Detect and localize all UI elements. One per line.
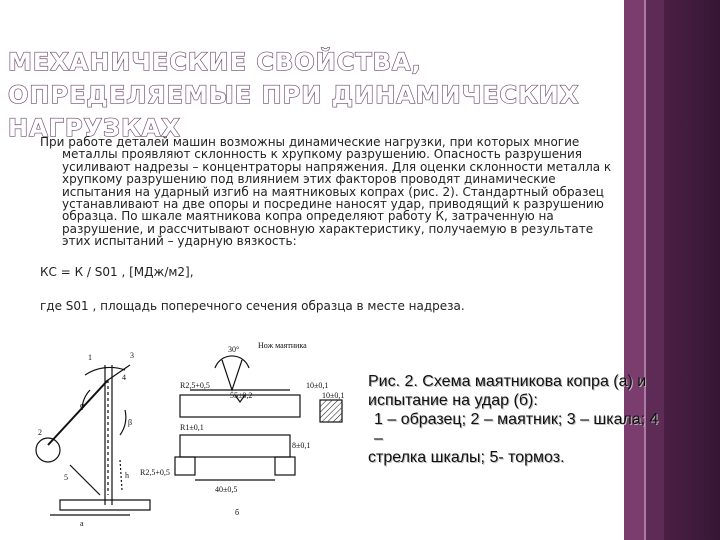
label-r25: R2,5+0,5 (180, 381, 210, 390)
label-n5: 5 (64, 473, 68, 482)
figure-caption (368, 372, 668, 467)
label-angle: 30° (228, 345, 240, 354)
body-paragraph (40, 136, 625, 248)
label-n3: 3 (130, 351, 134, 360)
label-n4: 4 (122, 373, 126, 382)
label-10b: 10±0,1 (322, 391, 345, 400)
knife-wedge (222, 360, 242, 390)
knife-angle-arc (215, 356, 249, 368)
beta-arc (120, 410, 126, 435)
label-h: h (125, 471, 129, 480)
label-knife: Нож маятника (258, 341, 307, 350)
caption-line-3: 1 – образец; 2 – маятник; 3 – шкала; 4 – (374, 411, 659, 447)
label-beta: β (128, 418, 133, 427)
caption-line-4: стрелка шкалы; 5- тормоз. (368, 449, 565, 466)
caption-line-1: Рис. 2. Схема маятникова копра (а) и (368, 373, 647, 390)
caption-line-2: испытание на удар (б): (368, 392, 538, 409)
right-support (275, 457, 295, 475)
label-8: 8±0,1 (292, 441, 311, 450)
slide-title: МЕХАНИЧЕСКИЕ СВОЙСТВА, ОПРЕДЕЛЯЕМЫЕ ПРИ ДИНАМИЧЕСКИХ НАГРУЗКАХ (8, 48, 580, 142)
paragraph-rest: металлы проявляют склонность к хрупкому разрушению. Опасность разрушения усиливают надрезы – концентраторы напряжения. Для оценки склонности металла к хрупкому разрушению под влиянием этих факторов проводят динамические испытания на ударный изгиб на маятниковых копрах (рис. 2). Стандартный образец устанавливают на две опоры и посредине наносят удар, приводящий к разрушению образца. По шкале маятникова копра определяют работу К, затраченную на разрушение, и рассчитывают основную характеристику, получаемую в результате этих испытаний – ударную вязкость: (62, 147, 612, 249)
label-b: б (235, 508, 240, 517)
label-n2: 2 (38, 428, 42, 437)
brake-lever (70, 465, 100, 495)
specimen-side-view (180, 435, 290, 457)
pendulum-arm (48, 380, 108, 445)
label-alpha: α (80, 401, 85, 410)
label-55: 55±0,2 (230, 391, 253, 400)
paragraph-first-line: При работе деталей машин возможны динамические нагрузки, при которых многие (40, 135, 580, 149)
side-band-dark (664, 0, 720, 540)
label-n1: 1 (88, 353, 92, 362)
formula-explanation: где S01 , площадь поперечного сечения образца в месте надреза. (40, 299, 465, 313)
impact-toughness-formula: КС = К / S01 , [МДж/м2], (40, 265, 194, 279)
label-a: а (80, 519, 84, 528)
label-10a: 10±0,1 (306, 381, 329, 390)
pendulum-weight (36, 438, 60, 462)
section-hatch (320, 400, 342, 422)
height-marker (120, 460, 122, 490)
label-r25b: R2,5+0,5 (140, 468, 170, 477)
label-r1: R1±0,1 (180, 423, 204, 432)
left-support (175, 457, 195, 475)
label-40: 40±0,5 (215, 485, 238, 494)
pendulum-tester-figure (30, 340, 370, 530)
